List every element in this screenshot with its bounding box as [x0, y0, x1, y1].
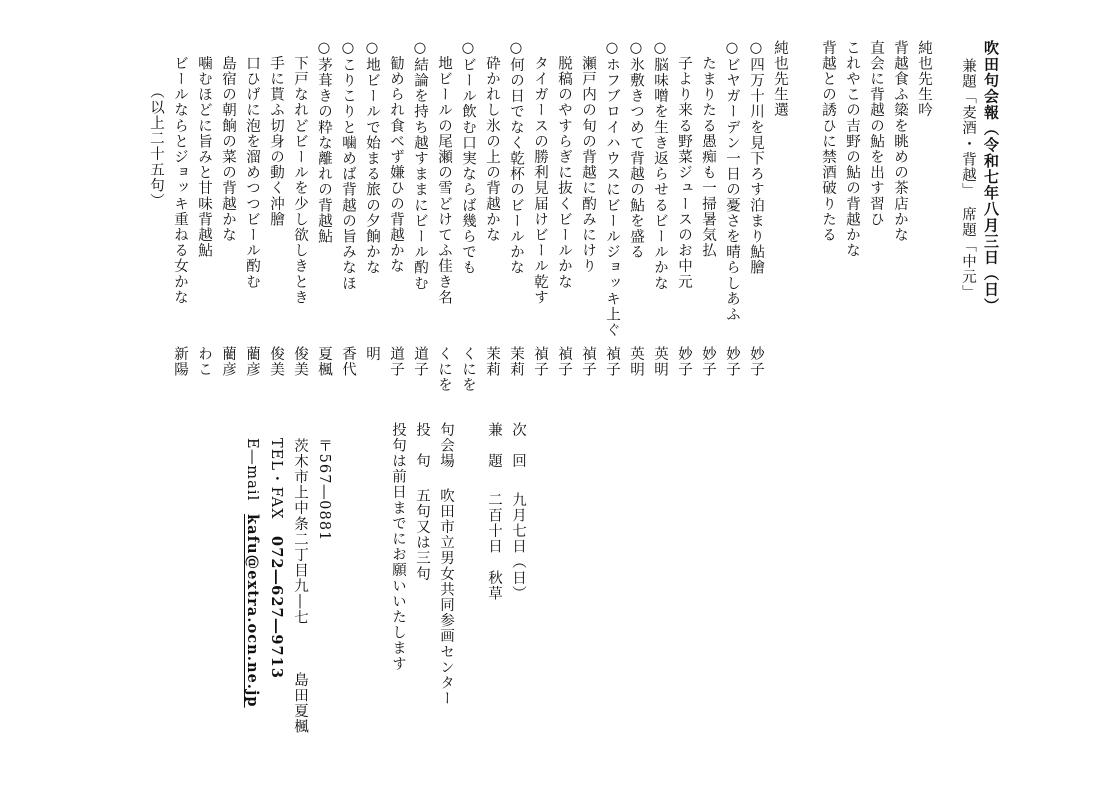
haiku-entry-text: 勧められ食べず嫌ひの背越かな — [388, 40, 404, 274]
haiku-entry-text: 手に貰ふ切身の動く沖膾 — [268, 40, 284, 228]
haiku-entry-text: ○地ビールで始まる旅の夕餉かな — [364, 40, 380, 276]
haiku-entry-author: 英明 — [652, 346, 668, 378]
tel-label: TEL・FAX — [268, 438, 284, 520]
haiku-entry-text: たまりたる愚痴も一掃暑気払 — [700, 40, 716, 259]
haiku-entry-author: 禎子 — [580, 346, 596, 378]
haiku-entry-author: くにを — [436, 346, 452, 393]
haiku-entry-author: 禎子 — [532, 346, 548, 378]
haiku-entry-author: 茉莉 — [508, 346, 524, 378]
haiku-entry-text: ○こりこりと噛めば背越の旨みなほ — [340, 40, 356, 292]
haiku-entry-author: 妙子 — [676, 346, 692, 378]
postal-code: 〒567―0881 — [316, 438, 332, 542]
haiku-line: これやこの吉野の鮎の背越かな — [844, 40, 860, 259]
haiku-entry-text: 子より来る野菜ジュースのお中元 — [676, 40, 692, 290]
haiku-entry-text: ○何の日でなく乾杯のビールかな — [508, 40, 524, 276]
haiku-entry-author: 妙子 — [724, 346, 740, 378]
next-value: 九月七日（日） — [510, 492, 526, 602]
theme-value: 二百十日 秋草 — [486, 492, 502, 602]
submit-label: 投 句 — [414, 422, 430, 469]
haiku-entry-text: 下戸なれどビールを少し欲しきとき — [292, 40, 308, 306]
section-heading-sensei-ginn: 純也先生吟 — [916, 40, 932, 118]
theme-label: 兼 題 — [486, 422, 502, 469]
haiku-line: 直会に背越の鮎を出す習ひ — [868, 40, 884, 228]
page-subtitle: 兼題「麦酒・背越」 席題「中元」 — [960, 58, 976, 301]
haiku-entry-author: 明 — [364, 346, 380, 362]
submit-note: 投句は前日までにお願いいたします — [390, 422, 406, 672]
haiku-line: 背越との誘ひに禁酒破りたる — [820, 40, 836, 243]
haiku-entry-text: ○結論を持ち越すままにビール酌む — [412, 40, 428, 292]
haiku-entry-author: 禎子 — [556, 346, 572, 378]
submit-value: 五句又は三句 — [414, 488, 430, 582]
haiku-entry-text: 瀬戸内の旬の背越に酌みにけり — [580, 40, 596, 274]
haiku-entry-text: ○ホフブロイハウスにビールジョッキ上ぐ — [604, 40, 620, 338]
haiku-entry-text: タイガースの勝利見届けビール乾す — [532, 40, 548, 306]
haiku-entry-author: 俊美 — [292, 346, 308, 378]
haiku-entry-author: 道子 — [388, 346, 404, 378]
haiku-entry-author: 道子 — [412, 346, 428, 378]
haiku-entry-author: 禎子 — [604, 346, 620, 378]
haiku-entry-text: 噛むほどに旨みと甘味背越鮎 — [196, 40, 212, 259]
haiku-entry-text: 島宿の朝餉の菜の背越かな — [220, 40, 236, 243]
haiku-entry-text: 口ひげに泡を溜めつつビール酌む — [244, 40, 260, 290]
haiku-entry-author: 新陽 — [172, 346, 188, 378]
haiku-entry-author: 妙子 — [748, 346, 764, 378]
haiku-entry-text: 地ビールの尾瀬の雪どけてふ佳き名 — [436, 40, 452, 306]
haiku-entry-text: ○ビヤガーデン一日の憂さを晴らしあふ — [724, 40, 740, 323]
section-footer: （以上二十五句） — [148, 84, 164, 209]
section-heading-sensei-sen: 純也先生選 — [772, 40, 788, 118]
haiku-entry-author: 茉莉 — [484, 346, 500, 378]
haiku-entry-author: 藺彦 — [244, 346, 260, 378]
haiku-entry-text: ○氷敷きつめて背越の鮎を盛る — [628, 40, 644, 260]
venue-label: 句会場 — [438, 422, 454, 469]
contact-name: 島田夏楓 — [292, 672, 308, 735]
haiku-entry-text: ビールならとジョッキ重ねる女かな — [172, 40, 188, 306]
haiku-entry-author: 妙子 — [700, 346, 716, 378]
haiku-entry-text: ○茅葺きの粋な離れの背越鮎 — [316, 40, 332, 245]
haiku-entry-text: 脱稿のやすらぎに抜くビールかな — [556, 40, 572, 290]
tel-number: 072―627―9713 — [268, 536, 285, 680]
haiku-entry-text: 砕かれし氷の上の背越かな — [484, 40, 500, 243]
haiku-entry-author: 俊美 — [268, 346, 284, 378]
haiku-entry-author: 英明 — [628, 346, 644, 378]
address: 茨木市上中条二丁目九―七 — [292, 438, 308, 626]
haiku-entry-text: ○脳味噌を生き返らせるビールかな — [652, 40, 668, 292]
next-label: 次 回 — [510, 422, 526, 469]
email-label: E―mail — [244, 438, 260, 502]
haiku-entry-author: わこ — [196, 346, 212, 378]
email-link[interactable]: kafu@extra.ocn.ne.jp — [244, 514, 261, 708]
haiku-entry-author: くにを — [460, 346, 476, 393]
haiku-entry-author: 香代 — [340, 346, 356, 378]
haiku-line: 背越食ふ簗を眺めの茶店かな — [892, 40, 908, 243]
haiku-entry-text: ○四万十川を見下ろす泊まり鮎膾 — [748, 40, 764, 276]
haiku-entry-author: 藺彦 — [220, 346, 236, 378]
venue-value: 吹田市立男女共同参画センター — [438, 488, 454, 707]
page-title: 吹田句会報（令和七年八月三日（日） — [982, 40, 1000, 314]
haiku-entry-author: 夏楓 — [316, 346, 332, 378]
haiku-entry-text: ○ビール飲む口実ならば幾らでも — [460, 40, 476, 276]
